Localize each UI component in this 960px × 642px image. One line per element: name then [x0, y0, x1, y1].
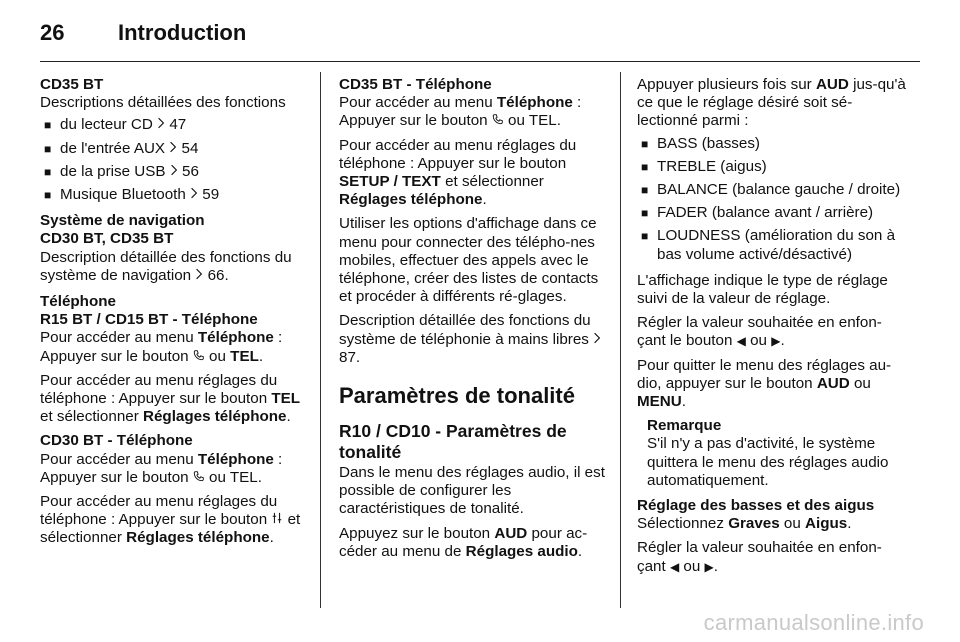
- setup-icon: [271, 512, 283, 524]
- note-text: S'il n'y a pas d'activité, le système quittera le menu des réglages audio automatiquement.: [647, 435, 889, 489]
- paragraph: Dans le menu des réglages audio, il est possible de configurer les caractéristiques de tonalité.: [339, 464, 605, 518]
- heading-telephone: Téléphone: [40, 293, 116, 311]
- paragraph: Sélectionnez Graves ou Aigus.: [637, 515, 852, 533]
- heading-cd35bt-telephone: CD35 BT - Téléphone: [339, 76, 492, 93]
- heading-cd35bt: CD35 BT: [40, 76, 104, 93]
- page-number: 26: [40, 20, 65, 45]
- phone-icon: [193, 349, 205, 361]
- paragraph: Pour accéder au menu réglages du téléphone : Appuyer sur le bouton SETUP / TEXT et sélectionner Réglages téléphone.: [339, 136, 577, 209]
- section-title: Introduction: [118, 20, 247, 45]
- page-ref-icon: [195, 268, 203, 280]
- heading-r10-cd10-tone: R10 / CD10 - Paramètres de tonalité: [339, 421, 567, 463]
- paragraph: Description détaillée des fonctions du système de téléphonie à mains libres 87.: [339, 312, 605, 367]
- list-item: ■ TREBLE (aigus): [637, 158, 907, 176]
- heading-tone-settings: Paramètres de tonalité: [339, 383, 575, 409]
- list-item: ■ de l'entrée AUX 54: [40, 140, 308, 158]
- paragraph: Pour accéder au menu réglages du téléphone : Appuyer sur le bouton et sélectionner Réglages téléphone.: [40, 493, 301, 547]
- phone-icon: [193, 470, 205, 482]
- header-rule: [40, 61, 920, 62]
- paragraph: Pour quitter le menu des réglages au-dio, appuyer sur le bouton AUD ou MENU.: [637, 356, 892, 411]
- paragraph: Appuyer plusieurs fois sur AUD jus-qu'à ce que le réglage désiré soit sé-lectionné parmi :: [637, 76, 906, 130]
- tone-options-list: [637, 135, 907, 264]
- paragraph: Pour accéder au menu Téléphone : Appuyer sur le bouton ou TEL.: [40, 450, 283, 486]
- paragraph: Utiliser les options d'affichage dans ce menu pour connecter des télépho-nes mobiles, effectuer des appels avec le téléphone, créer des listes de contacts et procéder à différents ré-glages.: [339, 215, 599, 306]
- paragraph: Régler la valeur souhaitée en enfon-çant ◀ ou ▶.: [637, 539, 882, 575]
- note-box: [637, 417, 907, 490]
- phone-icon: [492, 113, 504, 125]
- watermark: carmanualsonline.info: [703, 610, 924, 635]
- list-item: ■ Musique Bluetooth 59: [40, 186, 308, 204]
- paragraph: Appuyez sur le bouton AUD pour ac-céder au menu de Réglages audio.: [339, 524, 588, 560]
- list-item: ■ du lecteur CD 47: [40, 116, 308, 134]
- paragraph: Régler la valeur souhaitée en enfon-çant le bouton ◀ ou ▶.: [637, 314, 882, 350]
- paragraph: Descriptions détaillées des fonctions: [40, 94, 286, 112]
- feature-list: [40, 116, 308, 204]
- page-ref-icon: [190, 187, 198, 199]
- left-arrow-icon: ◀: [736, 334, 746, 349]
- page-ref-icon: [170, 164, 178, 176]
- column-divider: [320, 72, 321, 608]
- list-item: ■ BASS (basses): [637, 135, 907, 153]
- heading-cd30bt-cd35bt: CD30 BT, CD35 BT: [40, 230, 174, 248]
- list-item: ■ FADER (balance avant / arrière): [637, 204, 907, 222]
- heading-cd30bt-telephone: CD30 BT - Téléphone: [40, 432, 193, 450]
- list-item: ■ de la prise USB 56: [40, 163, 308, 181]
- page-ref-icon: [593, 332, 601, 344]
- paragraph: Pour accéder au menu réglages du téléphone : Appuyer sur le bouton TEL et sélectionner Réglages téléphone.: [40, 371, 301, 426]
- page-ref-icon: [157, 117, 165, 129]
- right-arrow-icon: ▶: [771, 334, 781, 349]
- list-item: ■ BALANCE (balance gauche / droite): [637, 181, 907, 199]
- paragraph: Pour accéder au menu Téléphone : Appuyer sur le bouton ou TEL.: [40, 329, 283, 365]
- column-2: [339, 76, 605, 567]
- nav-section: [40, 212, 308, 285]
- heading-r15bt: R15 BT / CD15 BT - Téléphone: [40, 311, 258, 329]
- page-header: [40, 14, 920, 58]
- paragraph: L'affichage indique le type de réglage suivi de la valeur de réglage.: [637, 271, 888, 308]
- column-1: [40, 76, 308, 554]
- heading-bass-treble: Réglage des basses et des aigus: [637, 497, 875, 515]
- heading-navigation: Système de navigation: [40, 212, 205, 230]
- right-arrow-icon: ▶: [704, 559, 714, 574]
- paragraph: Description détaillée des fonctions du système de navigation 66.: [40, 248, 292, 284]
- column-divider: [620, 72, 621, 608]
- list-item: ■ LOUDNESS (amélioration du son à bas volume activé/désactivé): [637, 227, 907, 263]
- phone-section: [40, 293, 308, 548]
- left-arrow-icon: ◀: [669, 559, 680, 574]
- column-3: [637, 76, 907, 582]
- note-title: Remarque: [647, 417, 722, 435]
- paragraph: Pour accéder au menu Téléphone : Appuyer sur le bouton ou TEL.: [339, 94, 582, 130]
- page-ref-icon: [169, 141, 177, 153]
